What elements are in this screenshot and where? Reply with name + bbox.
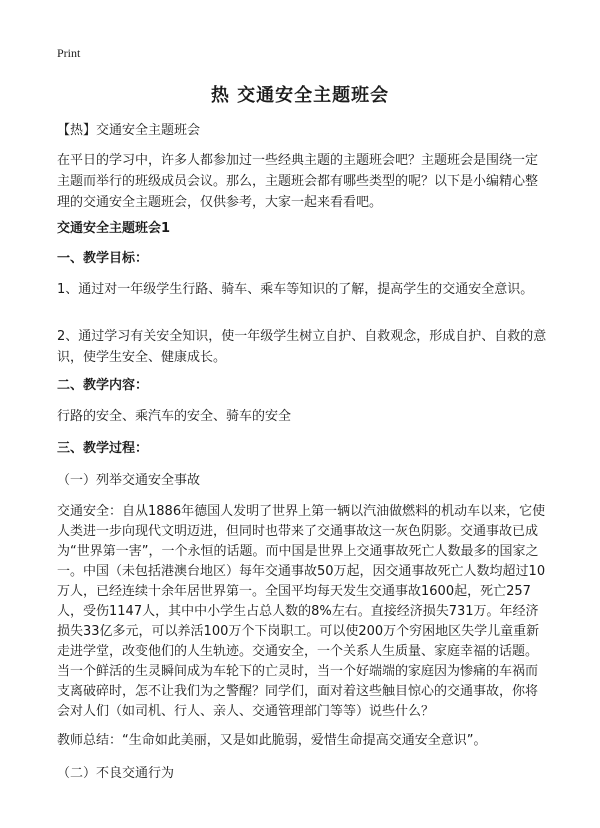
tag-line: 【热】交通安全主题班会 (57, 123, 201, 138)
section-title: 交通安全主题班会1 (57, 221, 171, 236)
subheading-bad-behavior: （二）不良交通行为 (57, 766, 175, 781)
content-heading: 二、教学内容： (57, 378, 149, 393)
content-text: 行路的安全、乘汽车的安全、骑车的安全 (57, 409, 292, 424)
intro-paragraph: 在平日的学习中，许多人都参加过一些经典主题的主题班会吧？主题班会是围绕一定主题而举行的班级成员会议。那么，主题班会都有哪些类型的呢？以下是小编精心整理的交通安全主题班会，仅供参考，大家一起来看看吧。 (57, 153, 539, 210)
subheading-accidents: （一）列举交通安全事故 (57, 473, 201, 488)
accident-paragraph: 交通安全：自从1886年德国人发明了世界上第一辆以汽油做燃料的机动车以来，它使人类进一步向现代文明迈进，但同时也带来了交通事故这一灰色阴影。交通事故已成为“世界第一害”，一个永恒的话题。而中国是世界上交通事故死亡人数最多的国家之一。中国（未包括港澳台地区）每年交通事故50万起，因交通事故死亡人数均超过10万人，已经连续十余年居世界第一。全国平均每天发生交通事故1600起，死亡257人，受伤1147人，其中中小学生占总人数的8%左右。直接经济损失731万。年经济损失33亿多元，可以养活100万个下岗职工。可以使200万个穷困地区失学儿童重新走进学堂，改变他们的人生轨迹。交通安全，一个关系人生质量、家庭幸福的话题。当一个鲜活的生灵瞬间成为车轮下的亡灵时，当一个好端端的家庭因为惨痛的车祸而支离破碎时，怎不让我们为之警醒？同学们，面对着这些触目惊心的交通事故，你将会对人们（如司机、行人、亲人、交通管理部门等等）说些什么？ (57, 504, 546, 719)
teacher-summary: 教师总结：“生命如此美丽，又是如此脆弱，爱惜生命提高交通安全意识”。 (57, 733, 487, 748)
goal-item-2: 2、通过学习有关安全知识，使一年级学生树立自护、自救观念，形成自护、自救的意识，使学生安全、健康成长。 (57, 329, 547, 365)
goal-heading: 一、教学目标： (57, 251, 149, 266)
goal-item-1: 1、通过对一年级学生行路、骑车、乘车等知识的了解，提高学生的交通安全意识。 (57, 282, 534, 297)
page-title: 热 交通安全主题班会 (210, 85, 390, 106)
print-link[interactable]: Print (57, 46, 81, 60)
process-heading: 三、教学过程： (57, 441, 149, 456)
